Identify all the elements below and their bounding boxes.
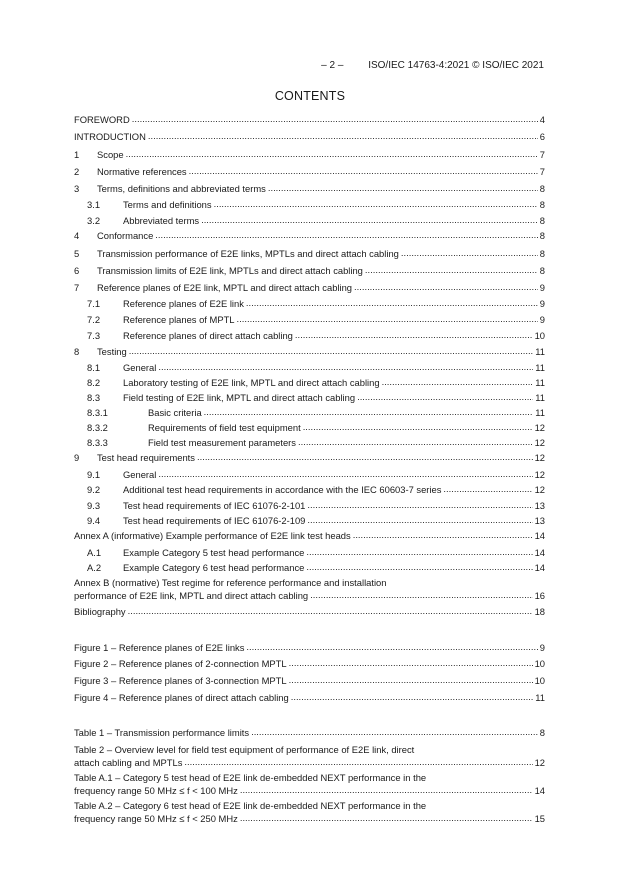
toc-label: Field test measurement parameters <box>148 437 296 448</box>
toc-entry-8-3-3[interactable] <box>74 436 545 449</box>
toc-entry-8-3-1[interactable] <box>74 406 545 419</box>
leader-dots <box>289 673 533 686</box>
toc-label: Bibliography <box>74 606 126 617</box>
toc-label: Conformance <box>97 230 154 241</box>
toc-page: 8 <box>539 230 545 241</box>
figure-entry-1[interactable] <box>74 641 545 654</box>
toc-entry-9-3[interactable] <box>74 499 545 512</box>
table-entry-2[interactable] <box>74 743 545 769</box>
toc-page: 12 <box>534 469 545 480</box>
table-label: Table 1 – Transmission performance limits <box>74 727 250 738</box>
leader-dots <box>158 360 533 373</box>
leader-dots <box>148 129 538 142</box>
leader-dots <box>184 755 532 768</box>
table-entry-a-2[interactable] <box>74 799 545 825</box>
toc-number: A.1 <box>87 547 102 558</box>
toc-number: 9.1 <box>87 469 101 480</box>
toc-number: 8.3.3 <box>87 437 108 448</box>
table-label: Table 2 – Overview level for field test equipment of performance of E2E link, direct <box>74 744 415 755</box>
toc-entry-8-2[interactable] <box>74 376 545 389</box>
toc-number: 8.3.2 <box>87 422 108 433</box>
toc-page: 11 <box>535 392 545 403</box>
toc-entry-2[interactable] <box>74 165 545 178</box>
toc-page: 13 <box>534 500 545 511</box>
leader-dots <box>189 164 538 177</box>
leader-dots <box>201 213 538 226</box>
leader-dots <box>303 420 533 433</box>
table-label: Table A.1 – Category 5 test head of E2E link de-embedded NEXT performance in the <box>74 772 427 783</box>
toc-entry-annex-b[interactable] <box>74 576 545 602</box>
toc-page: 7 <box>539 166 545 177</box>
figure-label: Figure 2 – Reference planes of 2-connection MPTL <box>74 658 287 669</box>
toc-page: 14 <box>534 562 545 573</box>
toc-page: 8 <box>539 215 545 226</box>
leader-dots <box>295 328 533 341</box>
leader-dots <box>128 604 533 617</box>
toc-number: 8 <box>74 346 80 357</box>
toc-entry-9[interactable] <box>74 451 545 464</box>
toc-entry-9-1[interactable] <box>74 468 545 481</box>
toc-label: Scope <box>97 149 124 160</box>
leader-dots <box>268 181 538 194</box>
toc-page: 4 <box>539 114 545 125</box>
toc-label: Test head requirements of IEC 61076-2-101 <box>123 500 306 511</box>
page-number: – 2 – <box>321 60 344 71</box>
toc-number: 3 <box>74 183 80 194</box>
toc-entry-8[interactable] <box>74 345 545 358</box>
leader-dots <box>289 656 533 669</box>
toc-page: 8 <box>539 199 545 210</box>
toc-number: 9.2 <box>87 484 101 495</box>
toc-page: 9 <box>539 282 545 293</box>
leader-dots <box>382 375 534 388</box>
figure-page: 11 <box>535 692 545 703</box>
toc-label: Test head requirements of IEC 61076-2-109 <box>123 515 306 526</box>
toc-entry-3-2[interactable] <box>74 214 545 227</box>
toc-page: 16 <box>534 590 545 601</box>
toc-entry-3-1[interactable] <box>74 198 545 211</box>
leader-dots <box>365 263 538 276</box>
toc-label: Requirements of field test equipment <box>148 422 301 433</box>
toc-page: 8 <box>539 265 545 276</box>
toc-page: 12 <box>534 484 545 495</box>
toc-entry-9-2[interactable] <box>74 483 545 496</box>
toc-label: Annex B (normative) Test regime for reference performance and installation <box>74 577 387 588</box>
table-label-continued: frequency range 50 MHz ≤ f < 100 MHz <box>74 785 238 796</box>
toc-entry-5[interactable] <box>74 247 545 260</box>
figure-entry-3[interactable] <box>74 674 545 687</box>
toc-number: 3.1 <box>87 199 101 210</box>
leader-dots <box>129 344 534 357</box>
toc-number: 3.2 <box>87 215 101 226</box>
toc-label: Basic criteria <box>148 407 202 418</box>
toc-entry-8-1[interactable] <box>74 361 545 374</box>
leader-dots <box>298 435 533 448</box>
leader-dots <box>197 450 533 463</box>
toc-number: 8.1 <box>87 362 101 373</box>
table-page: 14 <box>534 785 545 796</box>
figure-label: Figure 4 – Reference planes of direct attach cabling <box>74 692 289 703</box>
table-label-continued: attach cabling and MPTLs <box>74 757 183 768</box>
toc-label: Example Category 6 test head performance <box>123 562 305 573</box>
toc-entry-a-2[interactable] <box>74 561 545 574</box>
figure-entry-4[interactable] <box>74 691 545 704</box>
toc-label: General <box>123 469 157 480</box>
table-entry-1[interactable] <box>74 726 545 739</box>
figure-entry-2[interactable] <box>74 657 545 670</box>
toc-number: 8.3.1 <box>87 407 108 418</box>
leader-dots <box>246 296 538 309</box>
toc-page: 13 <box>534 515 545 526</box>
toc-label: Transmission performance of E2E links, MPTLs and direct attach cabling <box>97 248 399 259</box>
leader-dots <box>246 640 537 653</box>
leader-dots <box>240 811 533 824</box>
toc-label: INTRODUCTION <box>74 131 146 142</box>
toc-label: FOREWORD <box>74 114 130 125</box>
document-id: ISO/IEC 14763-4:2021 © ISO/IEC 2021 <box>368 60 544 71</box>
toc-entry-4[interactable] <box>74 229 545 242</box>
toc-label: Terms, definitions and abbreviated terms <box>97 183 266 194</box>
table-page: 15 <box>534 813 545 824</box>
leader-dots <box>291 690 534 703</box>
toc-page: 18 <box>534 606 545 617</box>
toc-entry-6[interactable] <box>74 264 545 277</box>
leader-dots <box>132 112 538 125</box>
leader-dots <box>240 783 533 796</box>
toc-page: 12 <box>534 437 545 448</box>
leader-dots <box>306 545 532 558</box>
table-label: Table A.2 – Category 6 test head of E2E link de-embedded NEXT performance in the <box>74 800 427 811</box>
toc-label: Field testing of E2E link, MPTL and direct attach cabling <box>123 392 356 403</box>
toc-label: Example Category 5 test head performance <box>123 547 305 558</box>
toc-label: Transmission limits of E2E link, MPTLs and direct attach cabling <box>97 265 363 276</box>
toc-label-continued: performance of E2E link, MPTL and direct attach cabling <box>74 590 309 601</box>
leader-dots <box>306 560 532 573</box>
toc-label: Reference planes of direct attach cabling <box>123 330 293 341</box>
toc-entry-annex-a[interactable] <box>74 529 545 542</box>
toc-page: 10 <box>534 330 545 341</box>
toc-label: Reference planes of E2E link, MPTL and direct attach cabling <box>97 282 353 293</box>
toc-number: 7 <box>74 282 80 293</box>
toc-page: 9 <box>539 298 545 309</box>
toc-number: 9.4 <box>87 515 101 526</box>
toc-number: 8.2 <box>87 377 101 388</box>
toc-entry-8-3-2[interactable] <box>74 421 545 434</box>
toc-entry-7-2[interactable] <box>74 313 545 326</box>
toc-number: 1 <box>74 149 80 160</box>
table-label-continued: frequency range 50 MHz ≤ f < 250 MHz <box>74 813 238 824</box>
leader-dots <box>353 528 533 541</box>
toc-number: 2 <box>74 166 80 177</box>
figure-page: 10 <box>534 675 545 686</box>
leader-dots <box>310 588 532 601</box>
toc-entry-3[interactable] <box>74 182 545 195</box>
toc-page: 7 <box>539 149 545 160</box>
leader-dots <box>307 498 532 511</box>
toc-entry-introduction[interactable] <box>74 130 545 143</box>
leader-dots <box>155 228 538 241</box>
toc-page: 6 <box>539 131 545 142</box>
table-entry-a-1[interactable] <box>74 771 545 797</box>
toc-label: Terms and definitions <box>123 199 212 210</box>
toc-number: 7.3 <box>87 330 101 341</box>
toc-page: 11 <box>535 377 545 388</box>
toc-entry-a-1[interactable] <box>74 546 545 559</box>
toc-label: Test head requirements <box>97 452 195 463</box>
contents-title: CONTENTS <box>274 89 346 103</box>
figure-page: 9 <box>539 642 545 653</box>
toc-page: 12 <box>534 452 545 463</box>
toc-label: Reference planes of E2E link <box>123 298 244 309</box>
toc-page: 9 <box>539 314 545 325</box>
leader-dots <box>357 390 533 403</box>
toc-page: 11 <box>535 407 545 418</box>
figure-label: Figure 3 – Reference planes of 3-connection MPTL <box>74 675 287 686</box>
leader-dots <box>237 312 538 325</box>
table-page: 12 <box>534 757 545 768</box>
leader-dots <box>443 482 532 495</box>
leader-dots <box>251 725 538 738</box>
toc-label: Annex A (informative) Example performance of E2E link test heads <box>74 530 351 541</box>
toc-entry-foreword[interactable] <box>74 113 545 126</box>
toc-number: 7.1 <box>87 298 101 309</box>
leader-dots <box>204 405 534 418</box>
toc-page: 12 <box>534 422 545 433</box>
toc-number: 5 <box>74 248 80 259</box>
toc-page: 8 <box>539 248 545 259</box>
toc-page: 14 <box>534 530 545 541</box>
toc-label: General <box>123 362 157 373</box>
toc-number: A.2 <box>87 562 102 573</box>
toc-entry-1[interactable] <box>74 148 545 161</box>
toc-label: Normative references <box>97 166 187 177</box>
toc-label: Abbreviated terms <box>123 215 200 226</box>
leader-dots <box>401 246 538 259</box>
toc-number: 4 <box>74 230 80 241</box>
toc-number: 6 <box>74 265 80 276</box>
figure-page: 10 <box>534 658 545 669</box>
toc-label: Testing <box>97 346 127 357</box>
toc-label: Additional test head requirements in accordance with the IEC 60603-7 series <box>123 484 442 495</box>
toc-entry-bibliography[interactable] <box>74 605 545 618</box>
toc-number: 8.3 <box>87 392 101 403</box>
toc-page: 11 <box>535 362 545 373</box>
figure-label: Figure 1 – Reference planes of E2E links <box>74 642 245 653</box>
toc-number: 9 <box>74 452 80 463</box>
toc-page: 14 <box>534 547 545 558</box>
toc-label: Reference planes of MPTL <box>123 314 235 325</box>
toc-number: 9.3 <box>87 500 101 511</box>
leader-dots <box>307 513 532 526</box>
toc-entry-7-3[interactable] <box>74 329 545 342</box>
running-header <box>321 60 544 71</box>
leader-dots <box>126 147 538 160</box>
leader-dots <box>214 197 538 210</box>
toc-entry-9-4[interactable] <box>74 514 545 527</box>
toc-entry-8-3[interactable] <box>74 391 545 404</box>
toc-entry-7[interactable] <box>74 281 545 294</box>
leader-dots <box>158 467 532 480</box>
toc-label: Laboratory testing of E2E link, MPTL and direct attach cabling <box>123 377 380 388</box>
leader-dots <box>354 280 538 293</box>
toc-number: 7.2 <box>87 314 101 325</box>
table-page: 8 <box>539 727 545 738</box>
toc-page: 8 <box>539 183 545 194</box>
toc-entry-7-1[interactable] <box>74 297 545 310</box>
toc-page: 11 <box>535 346 545 357</box>
